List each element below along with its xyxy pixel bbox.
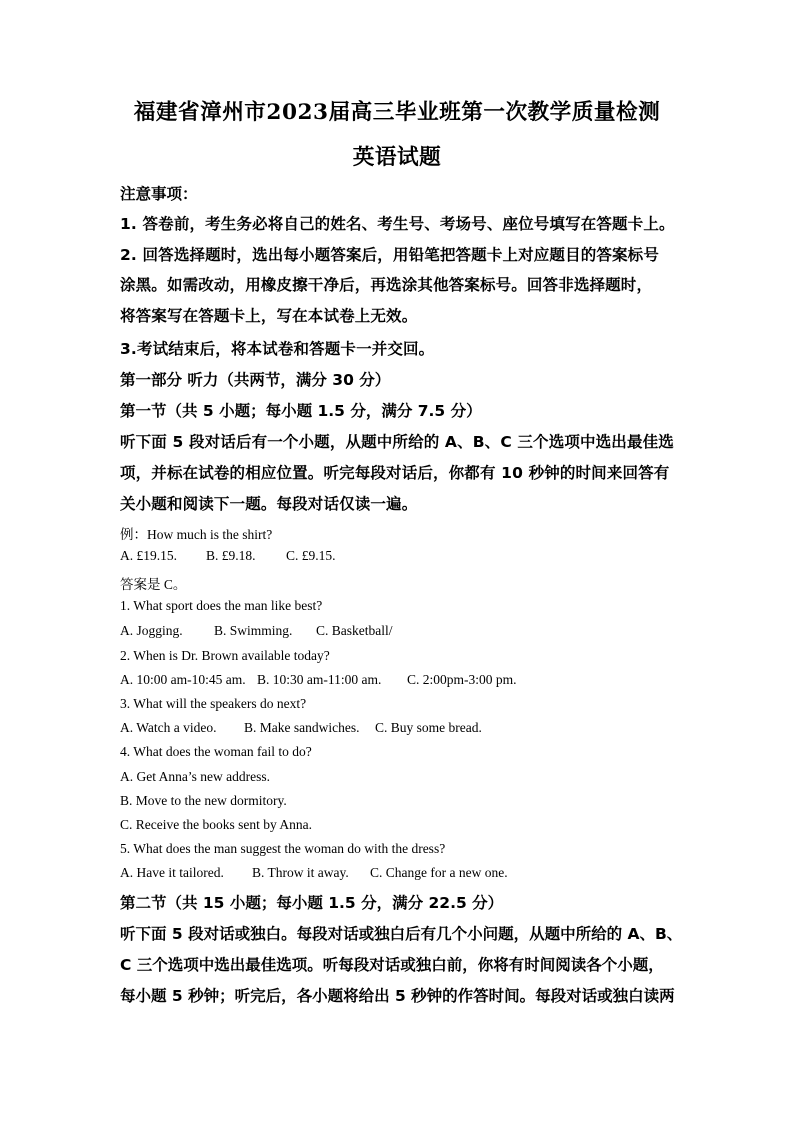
question-2-option-b: B. 10:30 am-11:00 am. bbox=[257, 672, 382, 687]
page-subtitle: 英语试题 bbox=[352, 145, 442, 170]
question-4: 4. What does the woman fail to do? bbox=[120, 744, 312, 759]
example-options bbox=[120, 548, 336, 564]
page-title: 福建省漳州市2023届高三毕业班第一次教学质量检测 bbox=[133, 100, 661, 125]
section2-instructions-line-2: C 三个选项中选出最佳选项。听每段对话或独白前，你将有时间阅读各个小题， bbox=[120, 956, 664, 974]
question-4-option-a: A. Get Anna’s new address. bbox=[120, 769, 270, 784]
notice-item-2-line-1: 2. 回答选择题时，选出每小题答案后，用铅笔把答题卡上对应题目的答案标号 bbox=[120, 246, 659, 264]
example-question: 例：How much is the shirt? bbox=[120, 527, 273, 542]
question-3-option-a: A. Watch a video. bbox=[120, 720, 217, 735]
question-1-options bbox=[120, 623, 393, 639]
question-2-options bbox=[120, 672, 517, 688]
question-3-option-c: C. Buy some bread. bbox=[375, 720, 482, 735]
notice-item-1: 1. 答卷前，考生务必将自己的姓名、考生号、考场号、座位号填写在答题卡上。 bbox=[120, 215, 675, 233]
notice-item-2-line-3: 将答案写在答题卡上，写在本试卷上无效。 bbox=[120, 307, 418, 325]
notice-item-2-line-2: 涂黑。如需改动，用橡皮擦干净后，再选涂其他答案标号。回答非选择题时， bbox=[120, 276, 653, 294]
section2-instructions-line-1: 听下面 5 段对话或独白。每段对话或独白后有几个小问题，从题中所给的 A、B、 bbox=[120, 925, 683, 943]
question-2-option-c: C. 2:00pm-3:00 pm. bbox=[407, 672, 517, 687]
question-5-option-b: B. Throw it away. bbox=[252, 865, 349, 880]
question-5-option-a: A. Have it tailored. bbox=[120, 865, 224, 880]
section1-instructions-line-3: 关小题和阅读下一题。每段对话仅读一遍。 bbox=[120, 495, 418, 513]
question-2: 2. When is Dr. Brown available today? bbox=[120, 648, 330, 663]
section2-instructions-line-3: 每小题 5 秒钟；听完后，各小题将给出 5 秒钟的作答时间。每段对话或独白读两 bbox=[120, 987, 675, 1005]
question-2-option-a: A. 10:00 am-10:45 am. bbox=[120, 672, 246, 687]
question-1: 1. What sport does the man like best? bbox=[120, 598, 323, 613]
question-5: 5. What does the man suggest the woman do with the dress? bbox=[120, 841, 446, 856]
question-3-option-b: B. Make sandwiches. bbox=[244, 720, 360, 735]
section1-instructions-line-1: 听下面 5 段对话后有一个小题，从题中所给的 A、B、C 三个选项中选出最佳选 bbox=[120, 433, 674, 451]
example-option-a: A. £19.15. bbox=[120, 548, 177, 563]
section2-heading: 第二节（共 15 小题；每小题 1.5 分，满分 22.5 分） bbox=[120, 894, 504, 912]
question-1-option-c: C. Basketball/ bbox=[316, 623, 393, 638]
example-option-c: C. £9.15. bbox=[286, 548, 336, 563]
notice-heading: 注意事项： bbox=[120, 185, 198, 203]
question-1-option-a: A. Jogging. bbox=[120, 623, 183, 638]
question-4-option-b: B. Move to the new dormitory. bbox=[120, 793, 287, 808]
question-1-option-b: B. Swimming. bbox=[214, 623, 293, 638]
example-option-b: B. £9.18. bbox=[206, 548, 256, 563]
question-5-options bbox=[120, 865, 508, 881]
section1-heading: 第一节（共 5 小题；每小题 1.5 分，满分 7.5 分） bbox=[120, 402, 482, 420]
question-5-option-c: C. Change for a new one. bbox=[370, 865, 508, 880]
question-3: 3. What will the speakers do next? bbox=[120, 696, 307, 711]
notice-item-3: 3.考试结束后，将本试卷和答题卡一并交回。 bbox=[120, 340, 435, 358]
section1-instructions-line-2: 项，并标在试卷的相应位置。听完每段对话后，你都有 10 秒钟的时间来回答有 bbox=[120, 464, 670, 482]
question-3-options bbox=[120, 720, 482, 736]
question-4-option-c: C. Receive the books sent by Anna. bbox=[120, 817, 312, 832]
part1-heading: 第一部分 听力（共两节，满分 30 分） bbox=[120, 371, 391, 389]
example-answer: 答案是 C。 bbox=[120, 577, 187, 592]
